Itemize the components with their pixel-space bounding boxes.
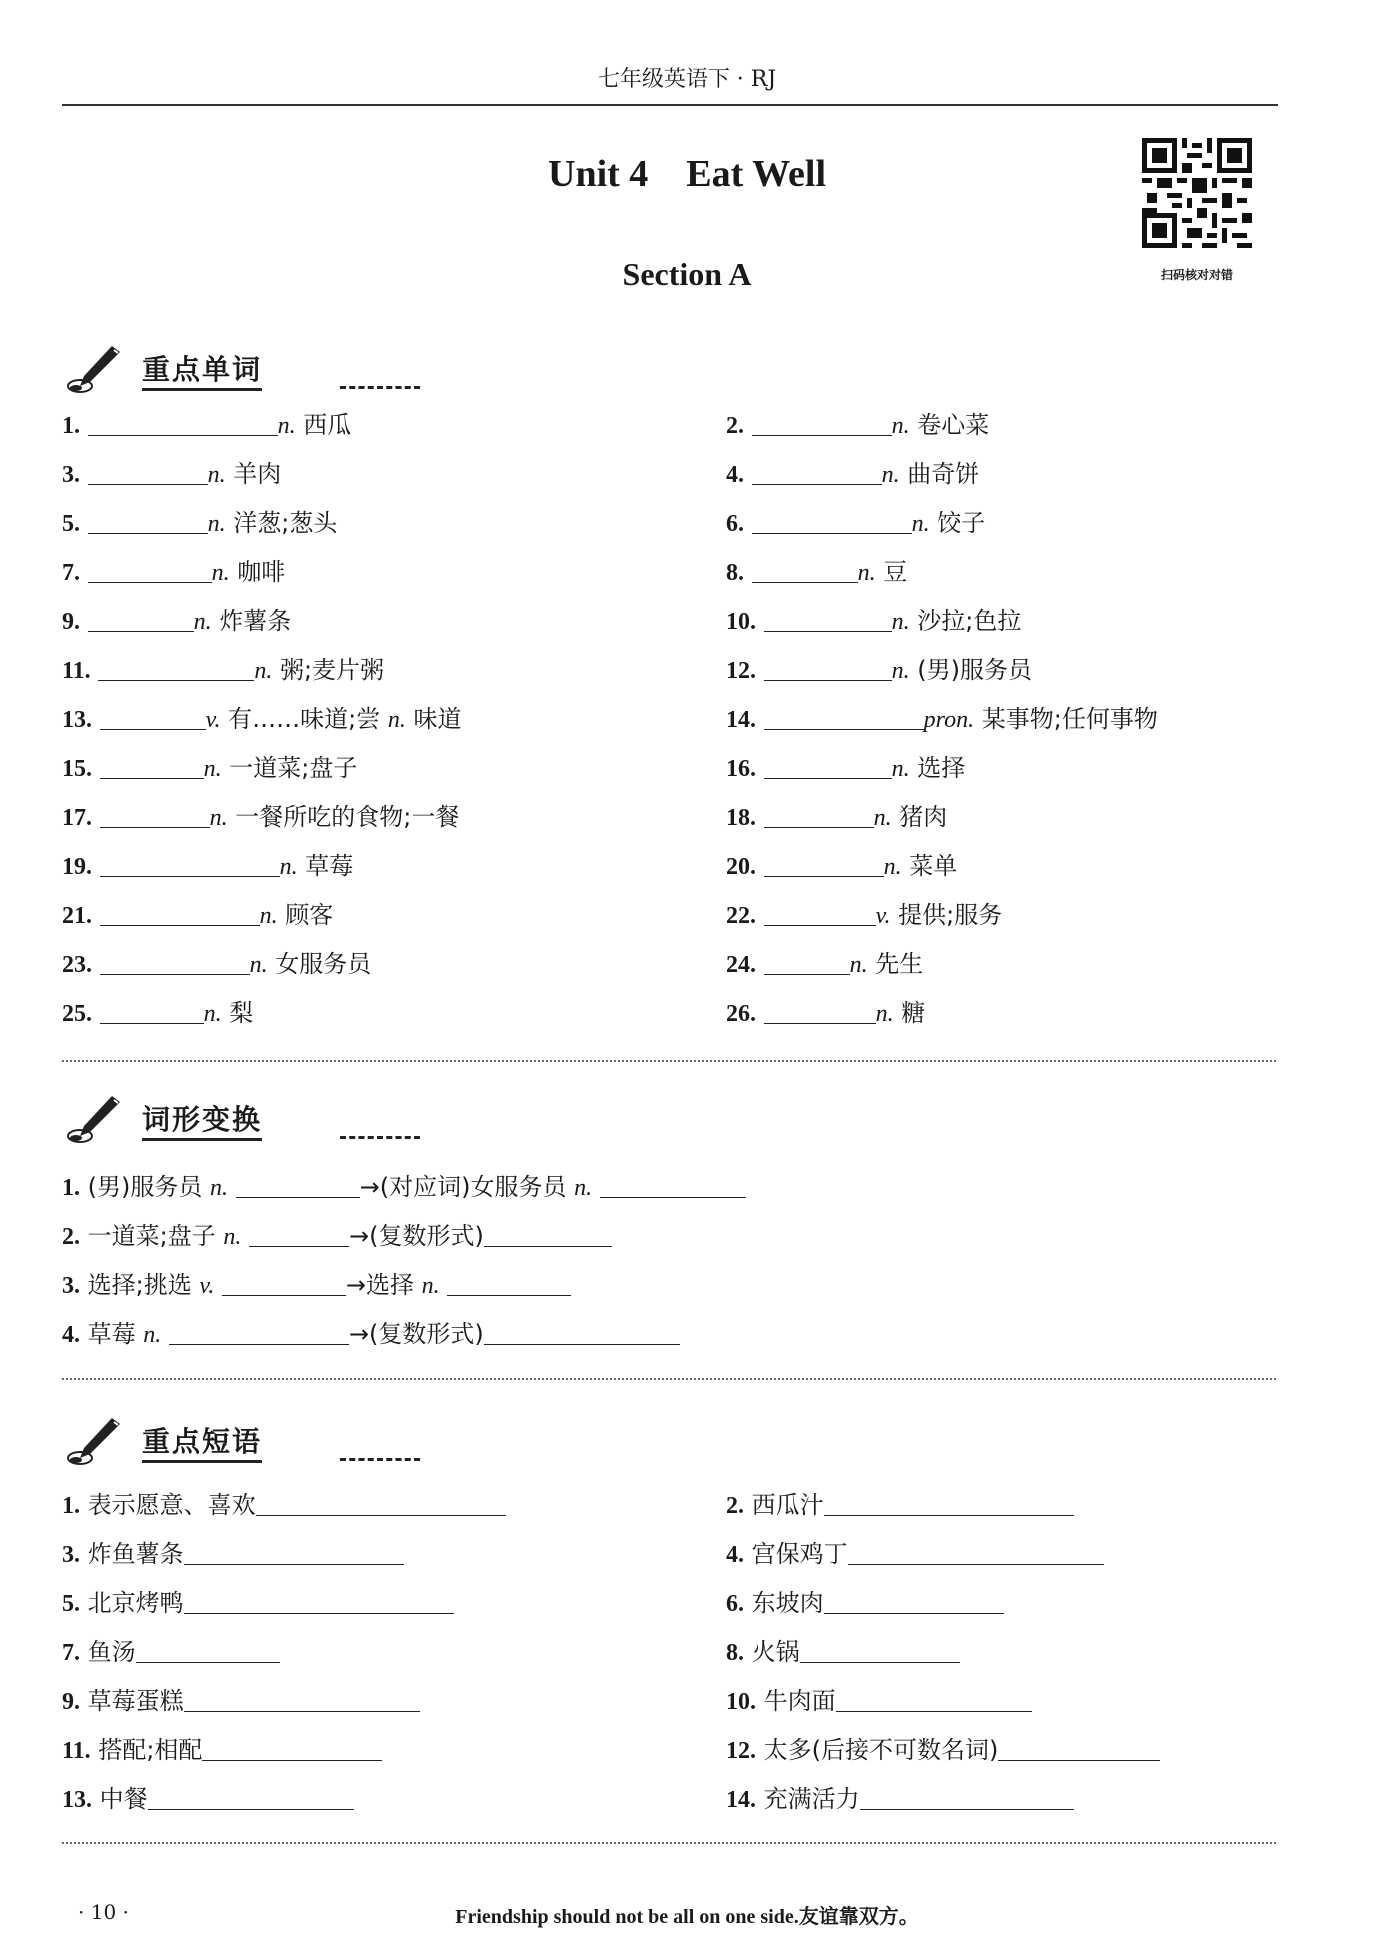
item-number: 5. xyxy=(62,1591,80,1617)
pen-icon xyxy=(64,1414,124,1466)
vocab-item xyxy=(726,555,907,589)
meaning: 洋葱;葱头 xyxy=(233,509,338,537)
phrase-item xyxy=(62,1488,506,1522)
vocab-item xyxy=(726,506,985,540)
answer-blank[interactable] xyxy=(824,1489,1074,1516)
answer-blank[interactable] xyxy=(484,1318,680,1345)
part-of-speech: n. xyxy=(883,854,902,880)
section-header-forms xyxy=(64,1092,384,1144)
answer-blank[interactable] xyxy=(88,458,208,485)
meaning: 粥;麦片粥 xyxy=(279,656,385,684)
phrase-meaning: 西瓜汁 xyxy=(751,1491,824,1519)
form-item xyxy=(62,1268,571,1302)
answer-blank[interactable] xyxy=(860,1783,1074,1810)
part-of-speech: n. xyxy=(254,658,273,684)
item-number: 14. xyxy=(726,707,756,733)
item-number: 13. xyxy=(62,707,92,733)
item-number: 25. xyxy=(62,1001,92,1027)
vocab-item xyxy=(726,947,923,981)
answer-blank[interactable] xyxy=(148,1783,354,1810)
prompt-text: 选择;挑选 xyxy=(87,1271,192,1299)
phrase-item xyxy=(726,1782,1074,1816)
item-number: 5. xyxy=(62,511,80,537)
answer-blank[interactable] xyxy=(484,1220,612,1247)
answer-blank[interactable] xyxy=(752,409,892,436)
divider xyxy=(62,1378,1276,1380)
part-of-speech: n. xyxy=(574,1175,593,1201)
arrow-icon: → xyxy=(349,1222,370,1250)
answer-blank[interactable] xyxy=(100,997,204,1024)
part-of-speech: n. xyxy=(249,952,268,978)
phrase-item xyxy=(726,1537,1104,1571)
target-text: (对应词)女服务员 xyxy=(379,1173,567,1201)
phrase-item xyxy=(62,1537,404,1571)
item-number: 17. xyxy=(62,805,92,831)
vocab-item xyxy=(62,898,333,932)
answer-blank[interactable] xyxy=(848,1538,1104,1565)
vocab-item xyxy=(62,849,353,883)
phrase-meaning: 中餐 xyxy=(99,1785,148,1813)
item-number: 2. xyxy=(726,1493,744,1519)
part-of-speech: n. xyxy=(911,511,930,537)
page-number: · 10 · xyxy=(78,1900,129,1924)
meaning: 西瓜 xyxy=(303,411,352,439)
meaning: 糖 xyxy=(901,999,926,1027)
meaning: 选择 xyxy=(917,754,966,782)
phrase-meaning: 炸鱼薯条 xyxy=(87,1540,184,1568)
answer-blank[interactable] xyxy=(764,948,850,975)
phrase-item xyxy=(62,1733,382,1767)
item-number: 12. xyxy=(726,658,756,684)
item-number: 6. xyxy=(726,1591,744,1617)
answer-blank[interactable] xyxy=(88,409,278,436)
item-number: 10. xyxy=(726,609,756,635)
answer-blank[interactable] xyxy=(100,850,280,877)
phrase-meaning: 太多(后接不可数名词) xyxy=(763,1736,999,1764)
item-number: 1. xyxy=(62,1493,80,1519)
vocab-item xyxy=(726,653,1032,687)
item-number: 1. xyxy=(62,413,80,439)
item-number: 13. xyxy=(62,1787,92,1813)
vocab-item xyxy=(62,751,357,785)
answer-blank[interactable] xyxy=(998,1734,1160,1761)
part-of-speech: n. xyxy=(891,413,910,439)
qr-code-icon[interactable] xyxy=(1142,138,1252,248)
meaning: 饺子 xyxy=(937,509,986,537)
header-dash xyxy=(340,386,420,389)
answer-blank[interactable] xyxy=(100,703,206,730)
item-number: 24. xyxy=(726,952,756,978)
item-number: 20. xyxy=(726,854,756,880)
answer-blank[interactable] xyxy=(236,1171,360,1198)
meaning: 梨 xyxy=(229,999,254,1027)
quote-zh: 友谊靠双方。 xyxy=(798,1904,919,1928)
form-item xyxy=(62,1219,612,1253)
phrase-meaning: 草莓蛋糕 xyxy=(87,1687,184,1715)
form-item xyxy=(62,1170,746,1204)
vocab-item xyxy=(726,751,965,785)
divider xyxy=(62,1060,1276,1062)
meaning: 猪肉 xyxy=(899,803,948,831)
header-title: 七年级英语下 · RJ xyxy=(597,67,777,92)
vocab-item xyxy=(62,604,291,638)
answer-blank[interactable] xyxy=(98,654,254,681)
vocab-item xyxy=(62,555,285,589)
meaning: 羊肉 xyxy=(233,460,282,488)
vocab-item xyxy=(726,996,925,1030)
meaning: 卷心菜 xyxy=(917,411,990,439)
vocab-item xyxy=(726,408,989,442)
vocab-item xyxy=(726,604,1021,638)
answer-blank[interactable] xyxy=(764,801,874,828)
part-of-speech: v. xyxy=(199,1273,215,1299)
answer-blank[interactable] xyxy=(169,1318,349,1345)
prompt-text: (男)服务员 xyxy=(87,1173,203,1201)
answer-blank[interactable] xyxy=(88,507,208,534)
meaning: 有……味道;尝 xyxy=(228,705,381,733)
vocab-item xyxy=(726,898,1002,932)
answer-blank[interactable] xyxy=(88,605,194,632)
answer-blank[interactable] xyxy=(256,1489,506,1516)
meaning: 味道 xyxy=(413,705,462,733)
unit-number: Unit 4 xyxy=(548,153,649,195)
part-of-speech: v. xyxy=(205,707,221,733)
item-number: 3. xyxy=(62,462,80,488)
target-text: (复数形式) xyxy=(369,1320,484,1348)
item-number: 3. xyxy=(62,1542,80,1568)
answer-blank[interactable] xyxy=(100,752,204,779)
vocab-item xyxy=(62,996,253,1030)
answer-blank[interactable] xyxy=(249,1220,349,1247)
phrase-meaning: 搭配;相配 xyxy=(98,1736,203,1764)
item-number: 9. xyxy=(62,1689,80,1715)
answer-blank[interactable] xyxy=(202,1734,382,1761)
answer-blank[interactable] xyxy=(100,801,210,828)
arrow-icon: → xyxy=(359,1173,380,1201)
phrase-item xyxy=(726,1635,960,1669)
answer-blank[interactable] xyxy=(88,556,212,583)
answer-blank[interactable] xyxy=(800,1636,960,1663)
answer-blank[interactable] xyxy=(100,899,260,926)
part-of-speech: n. xyxy=(279,854,298,880)
part-of-speech: n. xyxy=(857,560,876,586)
arrow-icon: → xyxy=(345,1271,366,1299)
answer-blank[interactable] xyxy=(100,948,250,975)
meaning: 草莓 xyxy=(305,852,354,880)
part-of-speech: n. xyxy=(211,560,230,586)
item-number: 6. xyxy=(726,511,744,537)
answer-blank[interactable] xyxy=(222,1269,346,1296)
item-number: 10. xyxy=(726,1689,756,1715)
vocab-item xyxy=(62,947,371,981)
phrase-item xyxy=(62,1586,454,1620)
pen-icon xyxy=(64,1092,124,1144)
vocab-item xyxy=(62,702,462,736)
meaning: 提供;服务 xyxy=(898,901,1003,929)
answer-blank[interactable] xyxy=(752,458,882,485)
target-text: (复数形式) xyxy=(369,1222,484,1250)
header-divider xyxy=(62,104,1278,106)
footer-quote xyxy=(0,1900,1374,1929)
section-header-phrases xyxy=(64,1414,384,1466)
part-of-speech: n. xyxy=(203,756,222,782)
vocab-item xyxy=(726,849,957,883)
part-of-speech: n. xyxy=(207,462,226,488)
item-number: 11. xyxy=(62,658,91,684)
part-of-speech: n. xyxy=(209,805,228,831)
section-title-forms: 词形变换 xyxy=(142,1098,262,1141)
item-number: 15. xyxy=(62,756,92,782)
part-of-speech: n. xyxy=(849,952,868,978)
divider xyxy=(62,1842,1276,1844)
phrase-item xyxy=(726,1586,1004,1620)
item-number: 23. xyxy=(62,952,92,978)
answer-blank[interactable] xyxy=(752,507,912,534)
answer-blank[interactable] xyxy=(764,997,876,1024)
part-of-speech: n. xyxy=(210,1175,229,1201)
part-of-speech: n. xyxy=(891,658,910,684)
item-number: 11. xyxy=(62,1738,91,1764)
part-of-speech: n. xyxy=(421,1273,440,1299)
phrase-item xyxy=(62,1782,354,1816)
phrase-meaning: 东坡肉 xyxy=(751,1589,824,1617)
vocab-item xyxy=(726,457,979,491)
answer-blank[interactable] xyxy=(184,1685,420,1712)
phrase-item xyxy=(62,1635,280,1669)
item-number: 16. xyxy=(726,756,756,782)
item-number: 18. xyxy=(726,805,756,831)
meaning: (男)服务员 xyxy=(917,656,1033,684)
part-of-speech: v. xyxy=(875,903,891,929)
phrase-meaning: 火锅 xyxy=(751,1638,800,1666)
part-of-speech: n. xyxy=(223,1224,242,1250)
phrase-item xyxy=(726,1684,1032,1718)
phrase-meaning: 北京烤鸭 xyxy=(87,1589,184,1617)
meaning: 菜单 xyxy=(909,852,958,880)
answer-blank[interactable] xyxy=(136,1636,280,1663)
part-of-speech: n. xyxy=(193,609,212,635)
answer-blank[interactable] xyxy=(764,899,876,926)
part-of-speech: n. xyxy=(875,1001,894,1027)
arrow-icon: → xyxy=(348,1320,370,1348)
vocab-item xyxy=(726,800,947,834)
section-title-vocab: 重点单词 xyxy=(142,348,262,391)
answer-blank[interactable] xyxy=(184,1538,404,1565)
phrase-meaning: 表示愿意、喜欢 xyxy=(87,1491,256,1519)
meaning: 咖啡 xyxy=(237,558,286,586)
part-of-speech: n. xyxy=(277,413,296,439)
answer-blank[interactable] xyxy=(600,1171,746,1198)
item-number: 14. xyxy=(726,1787,756,1813)
meaning: 顾客 xyxy=(285,901,334,929)
target-text: 选择 xyxy=(366,1271,414,1299)
part-of-speech: n. xyxy=(203,1001,222,1027)
item-number: 2. xyxy=(62,1224,80,1250)
meaning: 炸薯条 xyxy=(219,607,292,635)
item-number: 7. xyxy=(62,1640,80,1666)
answer-blank[interactable] xyxy=(752,556,858,583)
part-of-speech: n. xyxy=(873,805,892,831)
item-number: 4. xyxy=(62,1322,80,1348)
answer-blank[interactable] xyxy=(764,703,924,730)
part-of-speech: pron. xyxy=(923,707,975,733)
item-number: 21. xyxy=(62,903,92,929)
item-number: 7. xyxy=(62,560,80,586)
item-number: 22. xyxy=(726,903,756,929)
section-header-vocab xyxy=(64,342,384,394)
answer-blank[interactable] xyxy=(824,1587,1004,1614)
vocab-item xyxy=(62,457,281,491)
prompt-text: 一道菜;盘子 xyxy=(87,1222,216,1250)
phrase-item xyxy=(726,1733,1160,1767)
answer-blank[interactable] xyxy=(836,1685,1032,1712)
item-number: 19. xyxy=(62,854,92,880)
part-of-speech: n. xyxy=(143,1322,162,1348)
meaning: 曲奇饼 xyxy=(907,460,980,488)
meaning: 沙拉;色拉 xyxy=(917,607,1022,635)
form-item xyxy=(62,1317,680,1351)
part-of-speech: n. xyxy=(891,756,910,782)
pen-icon xyxy=(64,342,124,394)
item-number: 4. xyxy=(726,462,744,488)
item-number: 26. xyxy=(726,1001,756,1027)
phrase-meaning: 充满活力 xyxy=(763,1785,860,1813)
header-dash xyxy=(340,1136,420,1139)
item-number: 9. xyxy=(62,609,80,635)
answer-blank[interactable] xyxy=(764,752,892,779)
item-number: 3. xyxy=(62,1273,80,1299)
item-number: 8. xyxy=(726,560,744,586)
part-of-speech: n. xyxy=(387,707,406,733)
item-number: 8. xyxy=(726,1640,744,1666)
phrase-item xyxy=(62,1684,420,1718)
vocab-item xyxy=(62,653,384,687)
answer-blank[interactable] xyxy=(184,1587,454,1614)
vocab-item xyxy=(62,800,459,834)
phrase-meaning: 宫保鸡丁 xyxy=(751,1540,848,1568)
header-dash xyxy=(340,1458,420,1461)
part-of-speech: n. xyxy=(259,903,278,929)
part-of-speech: n. xyxy=(881,462,900,488)
part-of-speech: n. xyxy=(891,609,910,635)
answer-blank[interactable] xyxy=(764,654,892,681)
item-number: 2. xyxy=(726,413,744,439)
meaning: 先生 xyxy=(875,950,924,978)
meaning: 一道菜;盘子 xyxy=(229,754,358,782)
item-number: 1. xyxy=(62,1175,80,1201)
answer-blank[interactable] xyxy=(764,850,884,877)
phrase-meaning: 鱼汤 xyxy=(87,1638,136,1666)
vocab-item xyxy=(726,702,1158,736)
vocab-item xyxy=(62,506,337,540)
meaning: 豆 xyxy=(883,558,908,586)
meaning: 一餐所吃的食物;一餐 xyxy=(235,803,460,831)
answer-blank[interactable] xyxy=(764,605,892,632)
item-number: 4. xyxy=(726,1542,744,1568)
prompt-text: 草莓 xyxy=(87,1320,136,1348)
phrase-item xyxy=(726,1488,1074,1522)
meaning: 某事物;任何事物 xyxy=(981,705,1158,733)
vocab-item xyxy=(62,408,351,442)
unit-name: Eat Well xyxy=(686,153,826,195)
meaning: 女服务员 xyxy=(275,950,372,978)
phrase-meaning: 牛肉面 xyxy=(763,1687,836,1715)
qr-caption: 扫码核对对错 xyxy=(1160,268,1233,282)
answer-blank[interactable] xyxy=(447,1269,571,1296)
section-title-phrases: 重点短语 xyxy=(142,1420,262,1463)
quote-en: Friendship should not be all on one side. xyxy=(455,1906,799,1928)
section-title: Section A xyxy=(622,256,752,292)
item-number: 12. xyxy=(726,1738,756,1764)
part-of-speech: n. xyxy=(207,511,226,537)
